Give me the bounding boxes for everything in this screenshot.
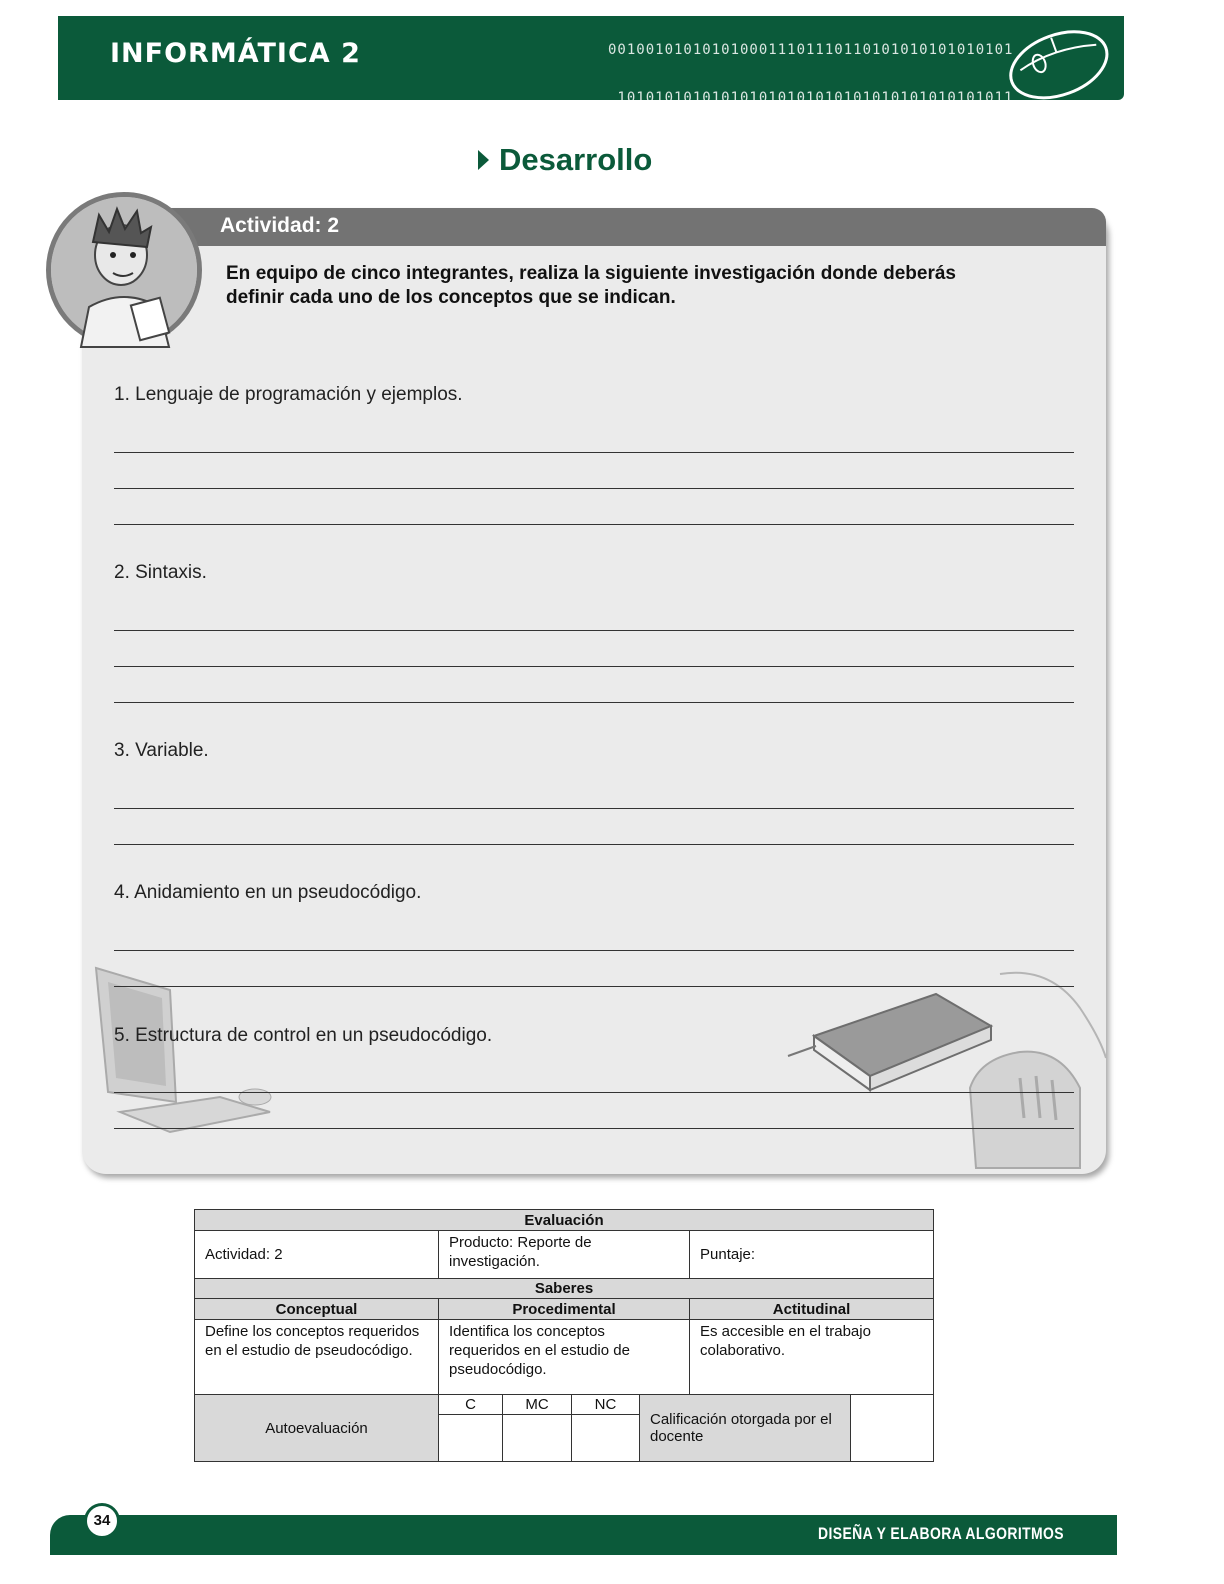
actitudinal-header: Actitudinal <box>690 1299 934 1320</box>
conceptual-header: Conceptual <box>195 1299 439 1320</box>
student-avatar <box>46 192 202 348</box>
evaluation-score[interactable]: Puntaje: <box>690 1231 934 1279</box>
evaluation-product: Producto: Reporte de investigación. <box>439 1231 690 1279</box>
calificacion-label: Calificación otorgada por el docente <box>640 1395 851 1462</box>
computer-illustration <box>90 962 290 1166</box>
answer-line[interactable] <box>114 986 1074 987</box>
mouse-icon <box>990 18 1120 108</box>
header-title: INFORMÁTICA 2 <box>110 38 361 69</box>
mc-header: MC <box>503 1395 572 1415</box>
triangle-right-icon <box>478 150 489 170</box>
activity-header-band <box>82 208 1106 246</box>
question-1: 1. Lenguaje de programación y ejemplos. <box>114 384 463 405</box>
answer-line[interactable] <box>114 1128 1074 1129</box>
conceptual-text: Define los conceptos requeridos en el estudio de pseudocódigo. <box>195 1320 439 1395</box>
calificacion-value-cell[interactable] <box>851 1395 934 1462</box>
answer-line[interactable] <box>114 666 1074 667</box>
nc-header: NC <box>572 1395 640 1415</box>
c-value-cell[interactable] <box>439 1415 503 1462</box>
answer-line[interactable] <box>114 950 1074 951</box>
binary-pattern: 0010010101010100011101110110101010101010101 101010101010101010101010101010101010101011 00100101010101010001110111011010101010101011 10101010101010101010101010101010101010101 <box>608 42 1023 202</box>
answer-line[interactable] <box>114 702 1074 703</box>
question-2: 2. Sintaxis. <box>114 562 207 583</box>
procedimental-text: Identifica los conceptos requeridos en el estudio de pseudocódigo. <box>439 1320 690 1395</box>
evaluation-table <box>194 1209 934 1462</box>
evaluation-title: Evaluación <box>195 1210 934 1231</box>
answer-line[interactable] <box>114 1092 1074 1093</box>
answer-line[interactable] <box>114 844 1074 845</box>
section-title-text: Desarrollo <box>499 142 653 177</box>
footer-text: DISEÑA Y ELABORA ALGORITMOS <box>817 1524 1064 1543</box>
page-number: 34 <box>84 1503 120 1539</box>
question-4: 4. Anidamiento en un pseudocódigo. <box>114 882 422 903</box>
hand-mouse-illustration <box>960 968 1106 1174</box>
evaluation-activity: Actividad: 2 <box>195 1231 439 1279</box>
activity-instructions: En equipo de cinco integrantes, realiza la siguiente investigación donde deberás definir cada uno de los conceptos que se indican. <box>226 263 956 308</box>
answer-line[interactable] <box>114 488 1074 489</box>
nc-value-cell[interactable] <box>572 1415 640 1462</box>
autoevaluacion-label: Autoevaluación <box>195 1395 439 1462</box>
saberes-header: Saberes <box>195 1279 934 1299</box>
question-3: 3. Variable. <box>114 740 209 761</box>
actitudinal-text: Es accesible en el trabajo colaborativo. <box>690 1320 934 1395</box>
mc-value-cell[interactable] <box>503 1415 572 1462</box>
c-header: C <box>439 1395 503 1415</box>
answer-line[interactable] <box>114 524 1074 525</box>
section-title <box>478 142 652 178</box>
procedimental-header: Procedimental <box>439 1299 690 1320</box>
question-5: 5. Estructura de control en un pseudocódigo. <box>114 1025 493 1046</box>
answer-line[interactable] <box>114 630 1074 631</box>
answer-line[interactable] <box>114 808 1074 809</box>
activity-label: Actividad: 2 <box>220 214 340 237</box>
answer-line[interactable] <box>114 452 1074 453</box>
